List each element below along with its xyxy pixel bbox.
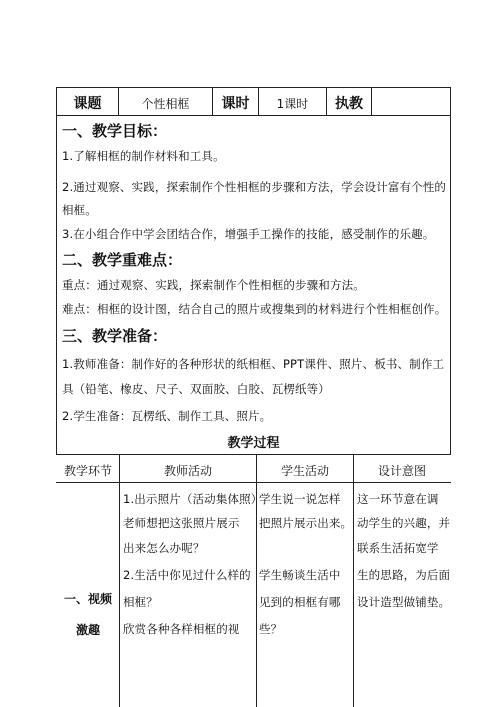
design-intent-line: 这一环节意在调 [357, 492, 439, 506]
header-col-divider-5 [371, 87, 372, 115]
student-activity-line: 见到的相框有哪 [259, 595, 341, 609]
stage-name: 一、视频 [63, 592, 112, 606]
class-hours-label: 课时 [221, 96, 250, 112]
top-table-border-bottom [56, 454, 451, 455]
teacher-activity-line: 相框？ [123, 595, 158, 609]
design-intent-line: 设计造型做铺垫。 [357, 595, 451, 609]
design-intent-line: 生的思路，为后面 [357, 568, 451, 582]
teacher-activity-line: 2.生活中你见过什么样的 [123, 568, 251, 582]
top-table-border-left [56, 87, 57, 455]
objective-item: 3.在小组合作中学会团结合作，增强手工操作的技能，感受制作的乐趣。 [62, 227, 435, 241]
key-points-heading: 二、教学重难点： [62, 251, 183, 269]
preparation-item: 具（铅笔、橡皮、尺子、双面胶、白胶、瓦楞纸等） [62, 382, 330, 396]
objective-item: 1.了解相框的制作材料和工具。 [62, 149, 225, 163]
process-title: 教学过程 [227, 436, 280, 451]
design-intent-line: 联系生活拓宽学 [357, 541, 439, 555]
stage-name-continued: 激趣 [75, 623, 100, 637]
process-col-divider-3 [353, 455, 354, 707]
teacher-activity-line: 出来怎么办呢？ [123, 541, 205, 555]
course-title-value: 个性相框 [141, 97, 190, 111]
process-col-divider-1 [119, 455, 120, 707]
objective-item: 相框。 [62, 203, 97, 217]
top-table-border-top [56, 87, 451, 88]
design-intent-line: 动学生的兴趣，并 [357, 516, 451, 530]
teacher-activity-line: 欣赏各种各样相框的视 [123, 622, 240, 636]
key-point-item: 难点：相框的设计图，结合自己的照片或搜集到的材料进行个性相框创作。 [62, 302, 447, 316]
student-activity-line: 把照片展示出来。 [259, 516, 353, 530]
student-activity-line: 学生畅谈生活中 [259, 568, 341, 582]
process-header-bottom [56, 482, 451, 483]
top-table-header-divider [56, 115, 451, 116]
column-header-stage: 教学环节 [63, 464, 112, 478]
teacher-activity-line: 1.出示照片（活动集体照） [123, 492, 263, 506]
column-header-teacher-activity: 教师活动 [163, 464, 212, 478]
column-header-student-activity: 学生活动 [280, 464, 329, 478]
student-activity-line: 些？ [259, 622, 283, 636]
top-table-border-right [450, 87, 451, 455]
course-title-label: 课题 [73, 96, 102, 112]
objective-item: 2.通过观察、实践，探索制作个性相框的步骤和方法，学会设计富有个性的 [62, 180, 447, 194]
teacher-activity-line: 老师想把这张照片展示 [123, 516, 240, 530]
student-activity-line: 学生说一说怎样 [259, 492, 341, 506]
key-point-item: 重点：通过观察、实践，探索制作个性相框的步骤和方法。 [62, 278, 365, 292]
column-header-design-intent: 设计意图 [377, 464, 426, 478]
preparation-item: 2.学生准备：瓦楞纸、制作工具、照片。 [62, 409, 272, 423]
preparation-item: 1.教师准备：制作好的各种形状的纸相框、PPT课件、照片、板书、制作工 [62, 357, 445, 371]
teacher-label: 执教 [335, 96, 363, 112]
preparation-heading: 三、教学准备： [62, 327, 168, 345]
class-hours-value: 1课时 [276, 97, 309, 111]
objectives-heading: 一、教学目标： [62, 122, 168, 140]
